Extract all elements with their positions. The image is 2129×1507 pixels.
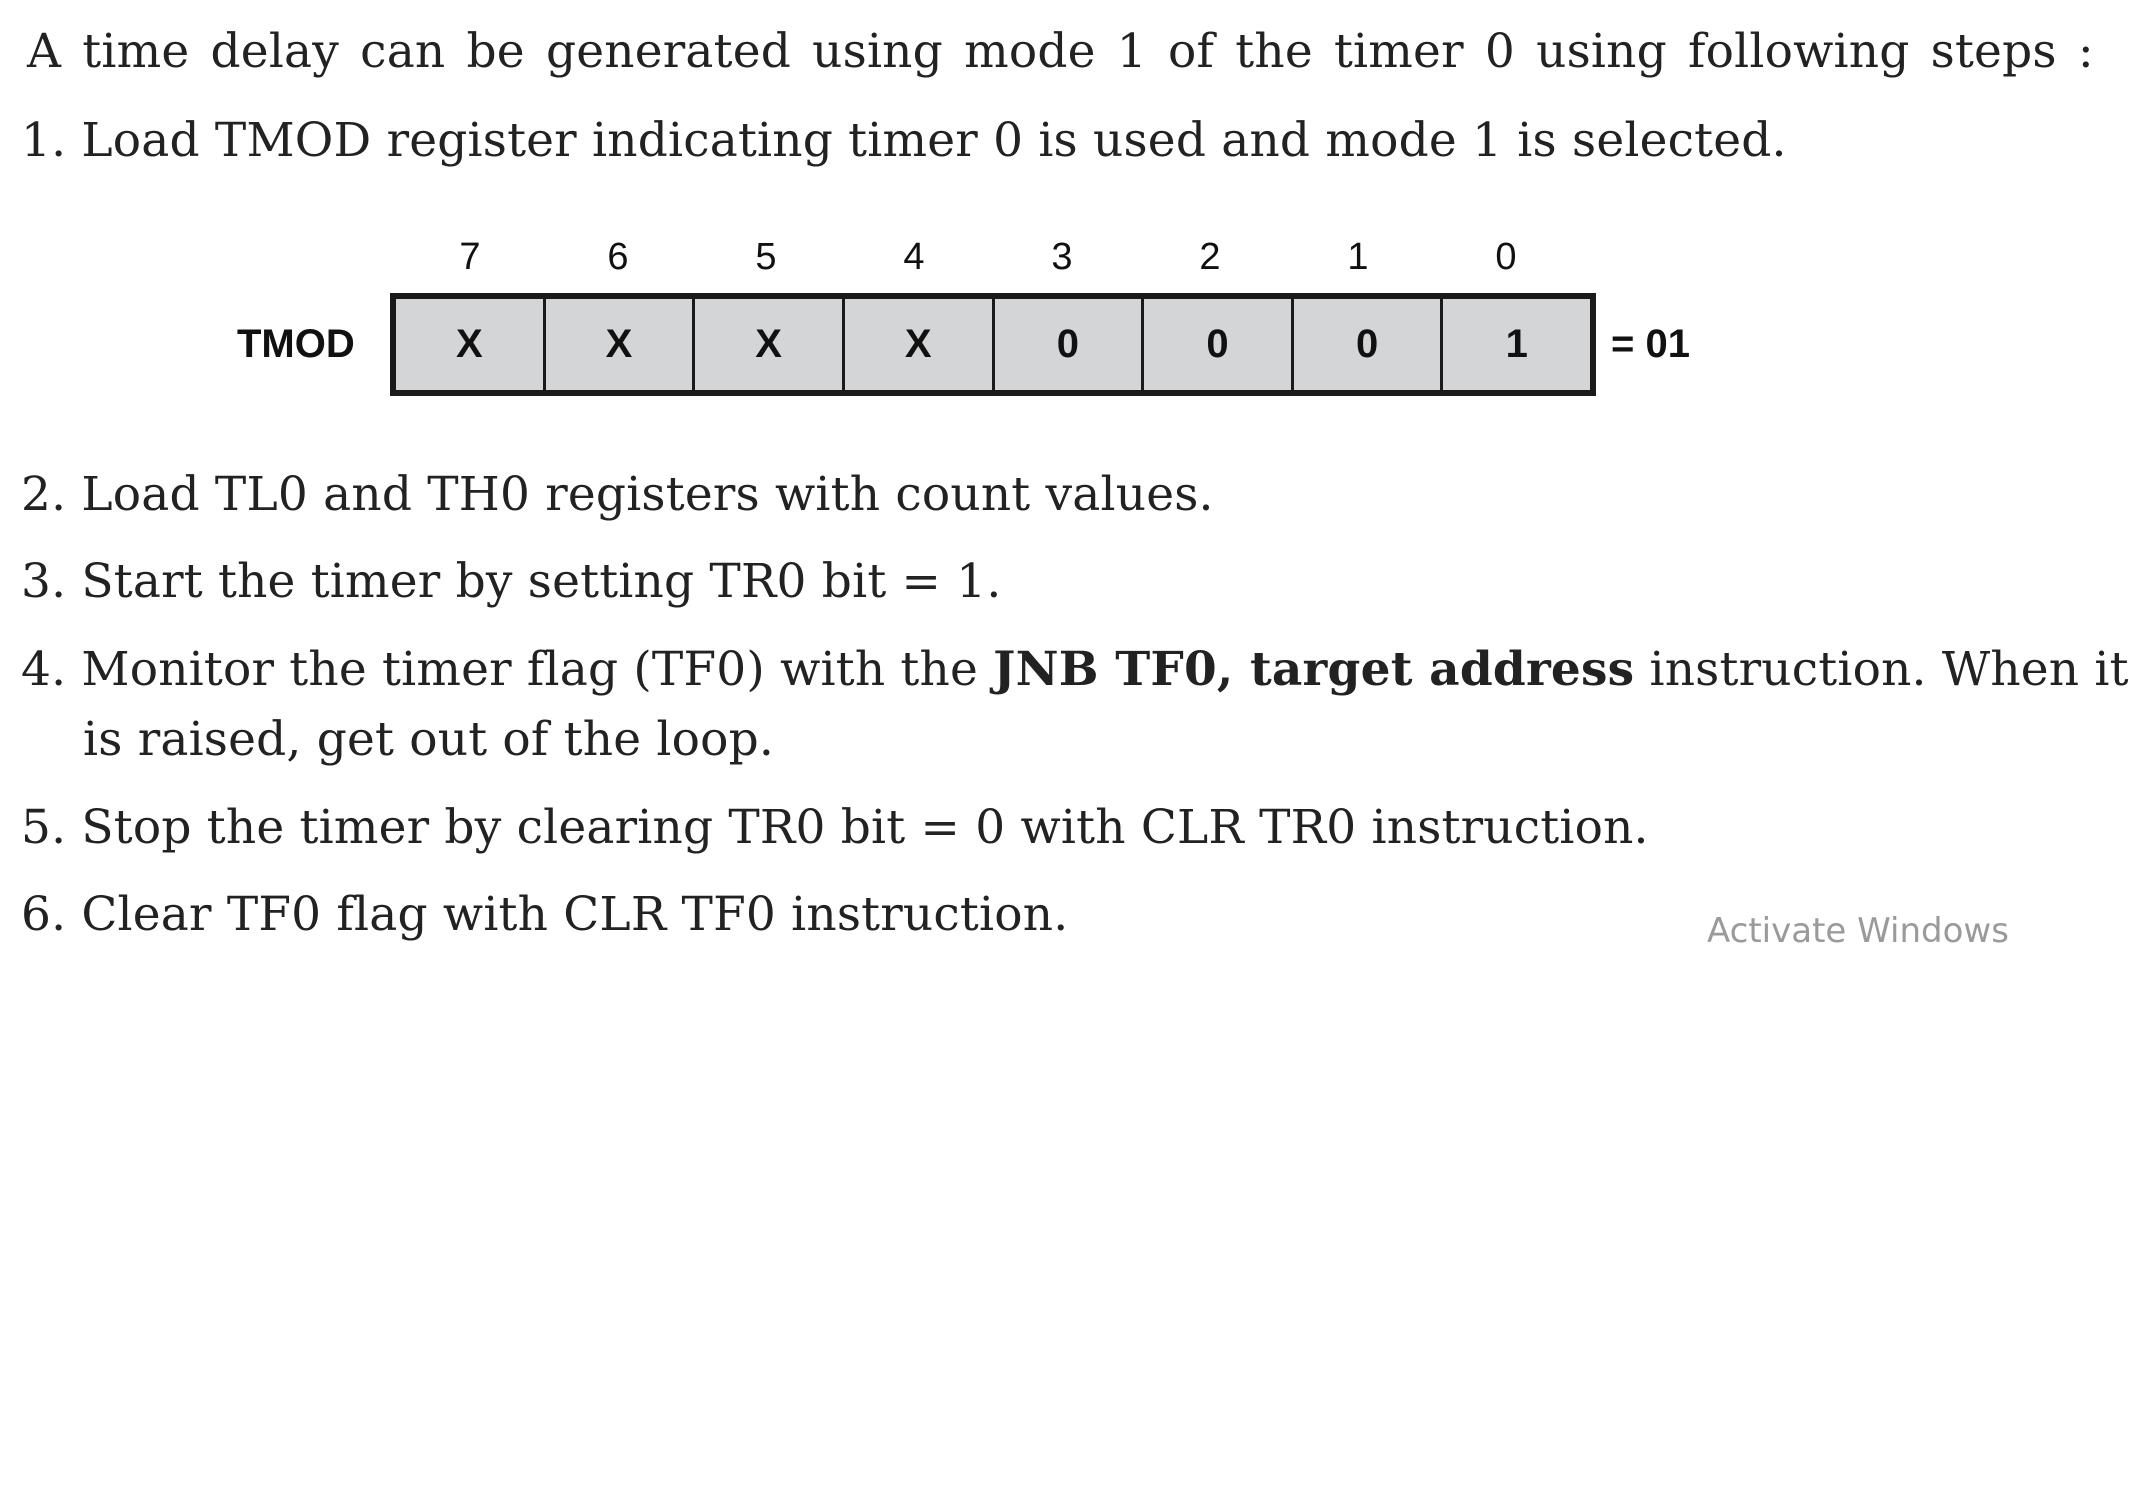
bit-cell-1: 0 (1291, 299, 1441, 390)
step-3: 3. Start the timer by setting TR0 bit = 1. (21, 554, 1002, 609)
bit-number-6: 6 (607, 236, 629, 278)
bit-cell-7: X (455, 322, 483, 366)
step-6: 6. Clear TF0 flag with CLR TF0 instruction. (21, 887, 1069, 942)
bit-number-1: 1 (1347, 236, 1369, 278)
step-4-prefix: 4. Monitor the timer flag (TF0) with the (21, 642, 994, 697)
step-1: 1. Load TMOD register indicating timer 0 is used and mode 1 is selected. (21, 113, 1787, 168)
tmod-register-box (390, 293, 1596, 396)
register-label: TMOD (237, 322, 355, 366)
bit-number-2: 2 (1199, 236, 1221, 278)
bit-number-7: 7 (459, 236, 481, 278)
bit-cell-4: X (842, 299, 992, 390)
step-4-instruction: JNB TF0, target address (993, 642, 1635, 697)
step-5: 5. Stop the timer by clearing TR0 bit = 0 with CLR TR0 instruction. (21, 800, 1649, 855)
bit-cell-5: X (692, 299, 842, 390)
bit-cell-6: X (543, 299, 693, 390)
bit-number-0: 0 (1495, 236, 1517, 278)
bit-cell-2: 0 (1141, 299, 1291, 390)
bit-cell-3: 0 (992, 299, 1142, 390)
bit-number-3: 3 (1051, 236, 1073, 278)
bit-number-4: 4 (903, 236, 925, 278)
activate-windows-watermark: Activate Windows (1707, 911, 2009, 951)
register-result: = 01 (1611, 322, 1690, 366)
step-4-continuation: is raised, get out of the loop. (83, 712, 775, 767)
bit-cell-0: 1 (1440, 299, 1590, 390)
bit-number-5: 5 (755, 236, 777, 278)
step-4-suffix: instruction. When it (1634, 642, 2129, 697)
step-2: 2. Load TL0 and TH0 registers with count values. (21, 467, 1214, 522)
step-4 (21, 642, 2129, 697)
intro-line: A time delay can be generated using mode 1 of the timer 0 using following steps : (27, 24, 2094, 79)
